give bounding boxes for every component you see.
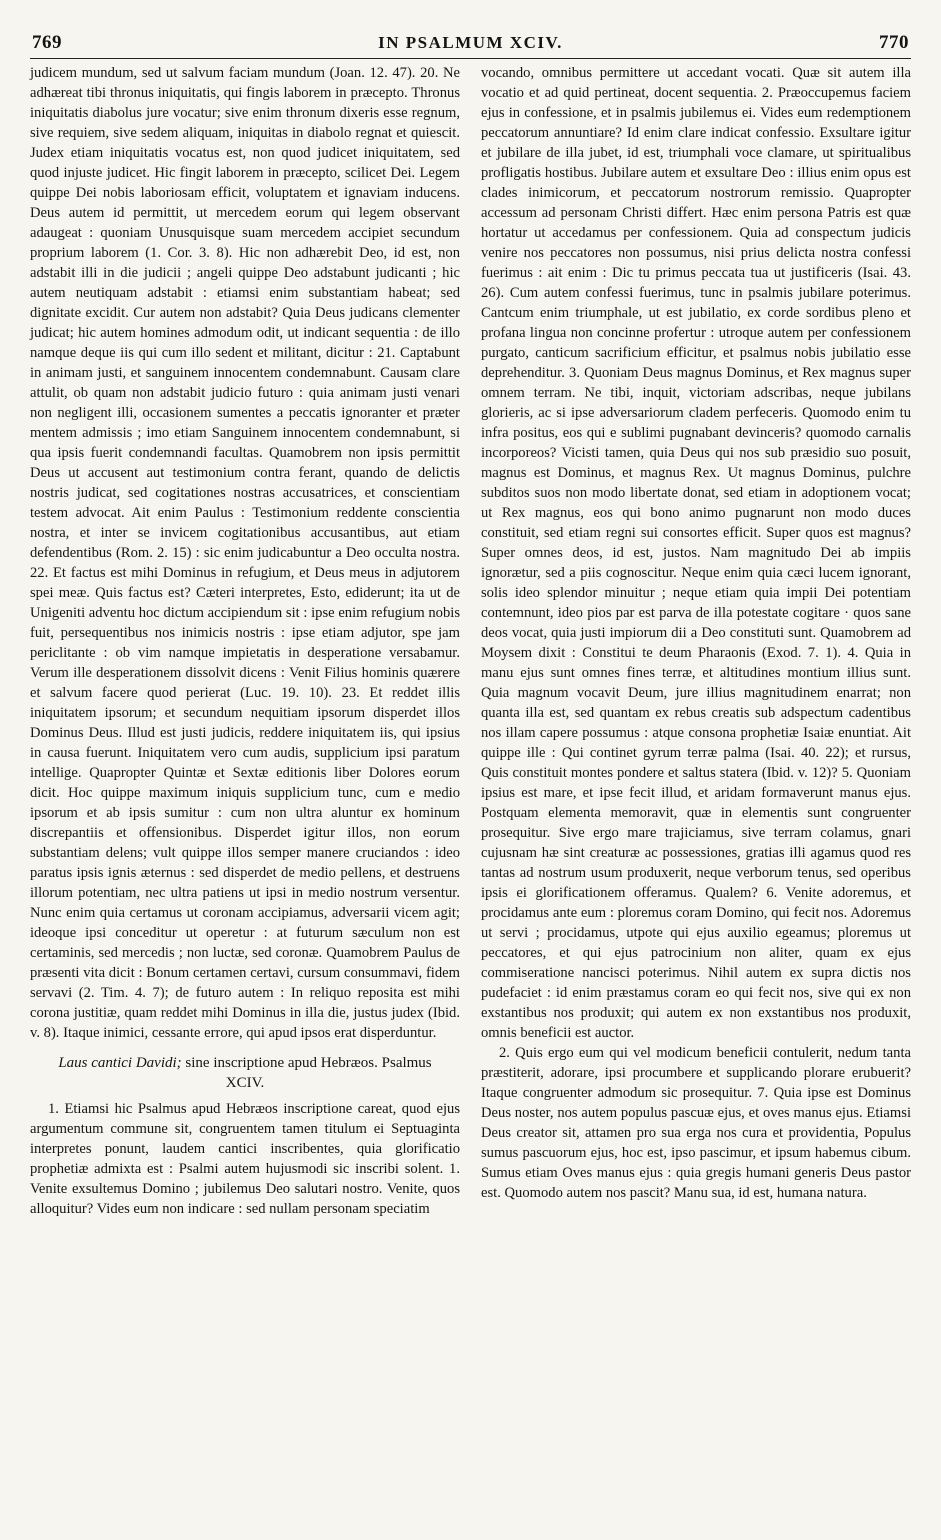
left-paragraph-psalm-intro: 1. Etiamsi hic Psalmus apud Hebræos inscriptione careat, quod ejus argumentum commune sit, congruentem tamen titulum ei Septuaginta interpretes ponunt, laudem cantici inscribentes, quia glorificatio prophetiæ admixta est : Psalmi autem hujusmodi sic inscribi solent. 1. Venite exsultemus Domino ; jubilemus Deo salutari nostro. Venite, quos alloquitur? Vides eum non indicare : sed nullam personam speciatim [30, 1101, 460, 1217]
left-column [30, 63, 460, 1219]
right-column [481, 63, 911, 1203]
page-number-left: 769 [32, 32, 62, 53]
psalm-heading [38, 1053, 452, 1093]
psalm-heading-text: sine inscriptione apud Hebræos. Psalmus [181, 1055, 432, 1071]
left-paragraph-commentary: judicem mundum, sed ut salvum faciam mundum (Joan. 12. 47). 20. Ne adhæreat tibi thronus iniquitatis, qui fingis laborem in præcepto. Thronus iniquitatis diabolus jure vocatur; sive enim thronum dixeris esse regnum, sive requiem, sive sedem aliquam, iniquitas in diabolo regnat et quiescit. Judex etiam iniquitatis vocatus est, non quod judicet iniquitatem, sed quod injuste judicet. Hic fingit laborem in præcepto, scilicet Dei. Legem quippe Dei nobis laboriosam efficit, voluptatem et ignaviam inducens. Deus autem id permittit, ut mercedem eorum qui legem observant adaugeat : quoniam Unusquisque suam mercedem accipiet secundum proprium laborem (1. Cor. 3. 8). Hic non adhærebit Deo, id est, non adstabit illi in die judicii ; angeli quippe Deo adstabunt judicanti ; hic autem neutiquam adstabit : etiamsi enim substantiam habeat; sed dignitate excidit. Cur autem non adstabit? Quia Deus judicans clementer judicat; hic autem homines admodum odit, ut indicant sequentia : de illo namque deque iis qui cum illo sedent et militant, dicitur : 21. Captabunt in animam justi, et sanguinem innocentem condemnabunt. Causam clare attulit, ob quam non adstabit judicio futuro : quia animam justi venari non negligent illi, occasionem sumentes a peccatis ignoranter et præter mentem admissis ; imo etiam Sanguinem innocentem condemnabunt, si qua ipsis fuerit condemnandi facultas. Quamobrem non ipsis permittit Deus ut accusent aut testimonium contra ferant, quando de delictis nostris judicat, sed cogitationes nostras accusatrices, et conscientiam testem advocat. Ait enim Paulus : Testimonium reddente conscientia nostra, et inter se invicem cogitationibus accusantibus, aut etiam defendentibus (Rom. 2. 15) : sic enim judicabuntur a Deo occulta nostra. 22. Et factus est mihi Dominus in refugium, et Deus meus in adjutorem spei meæ. Quis factus est? Cæteri interpretes, Esto, ediderunt; ita ut de Unigeniti adventu hoc dictum accipiendum sit : ipse enim refugium nobis fuit, persequentibus nos inimicis nostris : ipse etiam adjutor, spe jam periclitante : ob vim namque impietatis in desperatione versabamur. Verum ille desperationem dissolvit dicens : Venit Filius hominis quærere et salvum facere quod perierat (Luc. 19. 10). 23. Et reddet illis iniquitatem ipsorum; et secundum nequitiam ipsorum disperdet illos Dominus Deus. Illud est justi judicis, reddere iniquitatem iis, qui ipsius in causa fuerunt. Iniquitatem vero cum audis, supplicium ipsi paratum intellige. Quapropter Quintæ et Sextæ editionis liber Dolores eorum dicit. Hoc quippe maximum iniquis supplicium tunc, cum e medio ipsorum et ab ipsis sumitur : cum non ultra aluntur ex hominum discrepantiis et offensionibus. Disperdet igitur illos, non eorum substantiam delens; vult quippe illos semper manere cruciandos : ideo paratus ipsis ignis æternus : sed disperdet de medio pellens, et destruens illorum potentiam, nec ultra patiens ut ipsi in medio nostrum versentur. Nunc enim quia certamus ut coronam accipiamus, adversarii vicem agit; ideoque ipsi conceditur ut operetur : at futurum sæculum non est certaminis, sed mercedis ; non luctæ, sed coronæ. Quamobrem Paulus de præsenti vita dicit : Bonum certamen certavi, cursum consummavi, fidem servavi (2. Tim. 4. 7); de futuro autem : In reliquo reposita est mihi corona justitiæ, quam reddet mihi Dominus in illa die, justus judex (Ibid. v. 8). Itaque inimici, cessante errore, qui apud ipsos erat disperduntur. [30, 65, 460, 1041]
page-header [30, 30, 911, 59]
page-number-right: 770 [879, 32, 909, 53]
psalm-heading-numeral: XCIV. [225, 1075, 265, 1091]
right-paragraph-1: vocando, omnibus permittere ut accedant vocati. Quæ sit autem illa vocatio et ad quid pertineat, docent sequentia. 2. Præoccupemus faciem ejus in confessione, et in psalmis jubilemus ei. Vides eum redemptionem peccatorum annuntiare? Id enim clare indicat confessio. Exsultare igitur et jubilare de illa jubet, id est, triumphali voce clamare, ut spiritualibus profligatis hostibus. Jubilare autem et exsultare Deo : illius enim opus est clades inimicorum, et peccatorum nostrorum remissio. Quapropter accessum ad personam Christi differt. Hæc enim persona Patris est quæ hortatur ut accedamus per confessionem. Quia ad conspectum judicis venire nos peccatores non possumus, nisi prius delicta nostra confessi fuerimus : ait enim : Dic tu primus peccata tua ut justificeris (Isai. 43. 26). Cum autem confessi fuerimus, tunc in psalmis jubilare poterimus. Cantcum enim triumphale, ut est jubilatio, ex corde sordibus pleno et profana lingua non concinne profertur : utroque autem per confessionem purgato, canticum sacrificium efficitur, et psalmus nobis jubilatio esse deprehenditur. 3. Quoniam Deus magnus Dominus, et Rex magnus super omnem terram. Ne tibi, inquit, victoriam adscribas, neque jubilans glorieris, ac si ipse adversariorum cladem perfeceris. Quomodo enim tu infra positus, eos qui e sublimi pugnabant devinceris? quomodo carnalis incorporeos? Vicisti tamen, quia Deus qui nos sub præsidio suo posuit, magnus est Dominus, et magnus Rex. Ut magnus Dominus, pulchre subditos suos non modo libertate donat, sed etiam in adoptionem vocat; ut Rex magnus, eos qui bono animo pugnarunt non modo duces constituit, sed etiam regni sui consortes efficit. Super quos est magnus? Super omnes deos, id est, justos. Nam magnitudo Dei ab impiis ignorætur, sed a piis cognoscitur. Neque enim quia cæci lucem ignorant, solis ideo splendor minuitur ; neque etiam quia impii Dei potentiam contemnunt, ideo pios par est parva de illa potestate cogitare · quos sane deos vocat, quia justi impiorum dii a Deo constituti sunt. Quamobrem ad Moysem dixit : Constitui te deum Pharaonis (Exod. 7. 1). 4. Quia in manu ejus sunt omnes fines terræ, et altitudines montium illius sunt. Quia magnum vocavit Deum, jure illius magnitudinem enarrat; non quanta illa est, sed quantam ex rebus creatis sub adspectum cadentibus nos illam capere possumus : atque consona prophetiæ Isaiæ enuntiat. Ait quippe ille : Qui continet gyrum terræ palma (Isai. 40. 22); et rursus, Quis constituit montes pondere et saltus statera (Ibid. v. 12)? 5. Quoniam ipsius est mare, et ipse fecit illud, et aridam formaverunt manus ejus. Postquam elementa memoravit, quæ in elementis sunt congruenter prosequitur. Sive ergo mare trajiciamus, sive terram colamus, gnari cujusnam hæ sint creaturæ ac possessiones, gratias illi agamus quod res tantas ad nostrum usum produxerit, neque verborum tenus, sed operibus ipsis ei glorificationem offeramus. Qualem? 6. Venite adoremus, et procidamus ante eum : ploremus coram Domino, qui fecit nos. Adoremus ut servi ; procidamus, utpote qui ejus auxilio egeamus; ploremus ut peccatores, et qui ejus patrocinium non aliter, quam ex ejus commiseratione nancisci poterimus. Nihil autem ex supra dictis nos pudefaciet : id enim præstamus coram eo qui fecit nos, sive qui ex non exstantibus nos produxit; qui autem ex non exstantibus nos produxit, omnis beneficii est auctor. [481, 65, 911, 1041]
right-paragraph-2: 2. Quis ergo eum qui vel modicum beneficii contulerit, nedum tanta præstiterit, adorare, ipsi procumbere et supplicando plorare erubuerit? Itaque congruenter admodum sic prosequitur. 7. Quia ipse est Dominus Deus noster, nos autem populus pascuæ ejus, et oves manus ejus. Etiamsi Deus creator sit, attamen pro sua erga nos cura et providentia, Populus sumus pascuorum ejus, hoc est, ipso pascimur, et ipsum habemus cibum. Sumus etiam Oves manus ejus : quia gregis humani generis Deus pastor est. Quomodo autem nos pascit? Manu sua, id est, humana natura. [481, 1045, 911, 1201]
running-title: IN PSALMUM XCIV. [378, 33, 563, 52]
psalm-heading-title: Laus cantici Davidi; [58, 1055, 182, 1071]
